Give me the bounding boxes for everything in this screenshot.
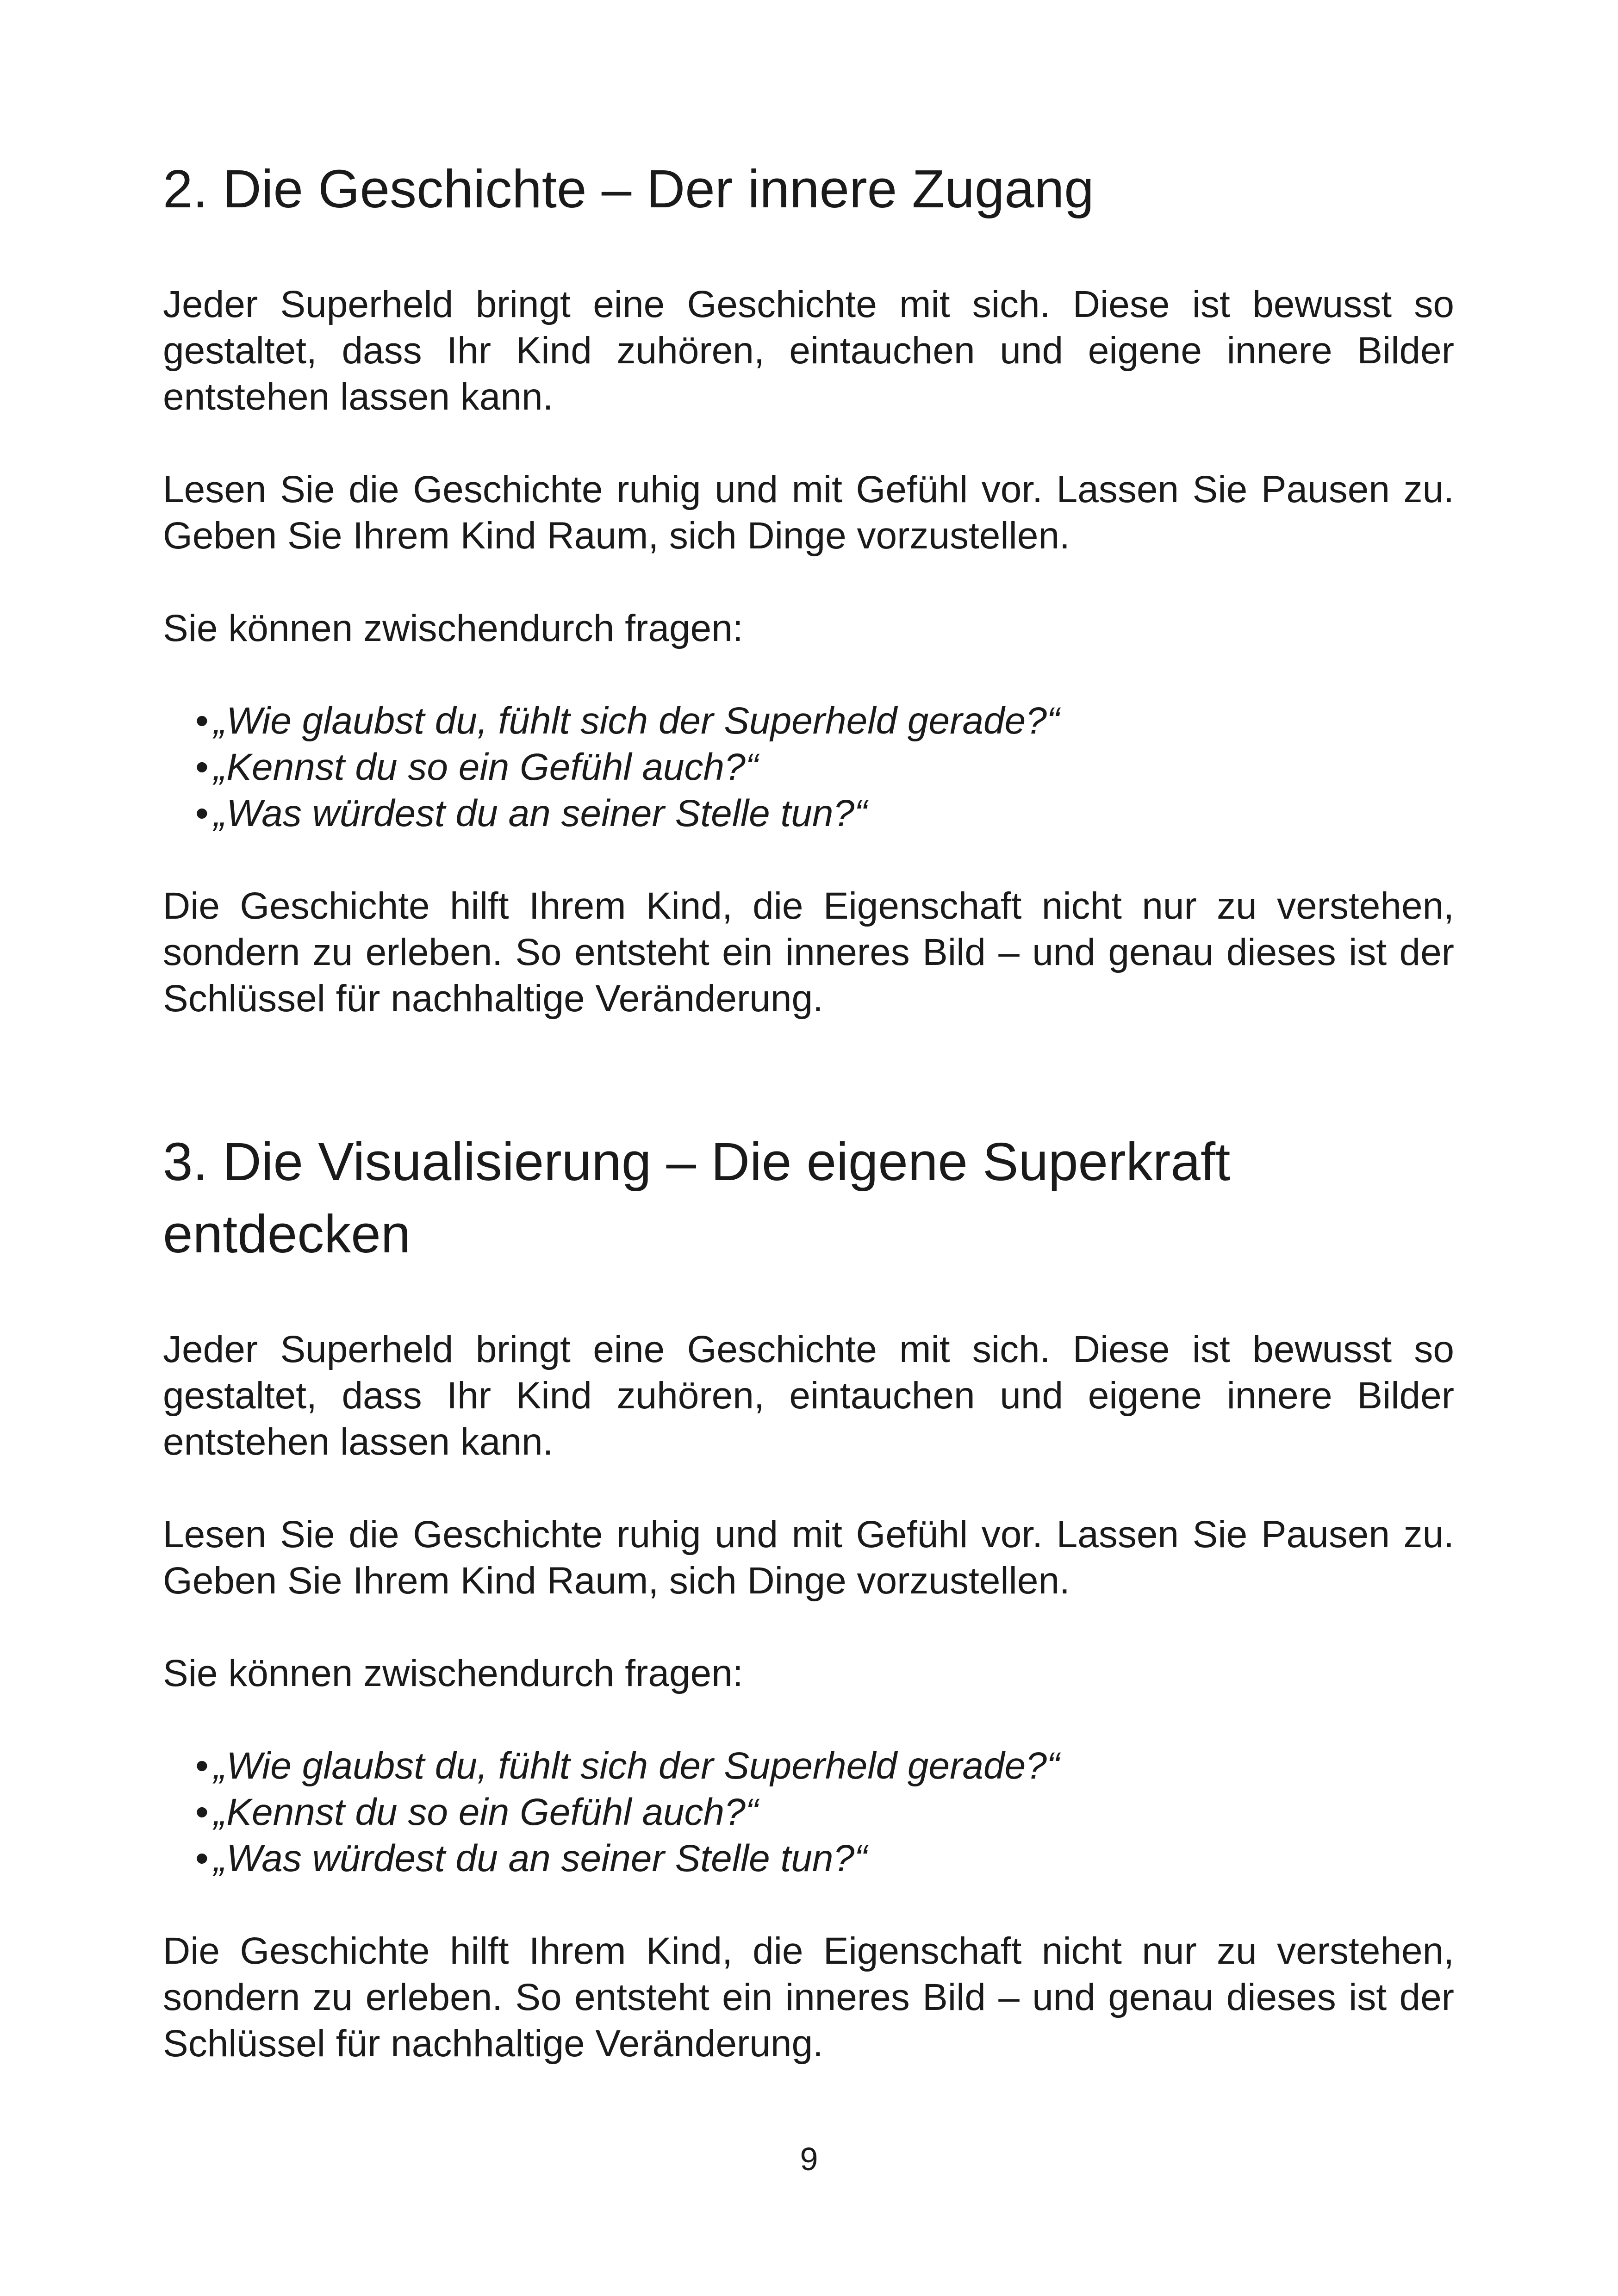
question-item xyxy=(195,744,1454,790)
paragraph: Sie können zwischendurch fragen: xyxy=(163,607,743,649)
paragraph: Lesen Sie die Geschichte ruhig und mit Gefühl vor. Lassen Sie Pausen zu. Geben Sie Ihrem Kind Raum, sich Dinge vorzustellen. xyxy=(163,468,1454,557)
paragraph: Sie können zwischendurch fragen: xyxy=(163,1652,743,1694)
section-heading: 3. Die Visualisierung – Die eigene Superkraft entdecken xyxy=(163,1132,1231,1264)
question-text: „Wie glaubst du, fühlt sich der Superheld gerade?“ xyxy=(214,700,1060,742)
question-item xyxy=(195,698,1454,744)
paragraph: Jeder Superheld bringt eine Geschichte mit sich. Diese ist bewusst so gestaltet, dass Ihr Kind zuhören, eintauchen und eigene innere Bilder entstehen lassen kann. xyxy=(163,283,1454,418)
bullet-icon: • xyxy=(195,792,209,834)
question-text: „Was würdest du an seiner Stelle tun?“ xyxy=(214,792,867,834)
paragraph: Die Geschichte hilft Ihrem Kind, die Eigenschaft nicht nur zu verstehen, sondern zu erleben. So entsteht ein inneres Bild – und genau dieses ist der Schlüssel für nachhaltige Veränderung. xyxy=(163,885,1454,1020)
paragraph: Jeder Superheld bringt eine Geschichte mit sich. Diese ist bewusst so gestaltet, dass Ihr Kind zuhören, eintauchen und eigene innere Bilder entstehen lassen kann. xyxy=(163,1328,1454,1463)
question-item xyxy=(195,1789,1454,1836)
paragraph: Die Geschichte hilft Ihrem Kind, die Eigenschaft nicht nur zu verstehen, sondern zu erleben. So entsteht ein inneres Bild – und genau dieses ist der Schlüssel für nachhaltige Veränderung. xyxy=(163,1930,1454,2065)
page-number: 9 xyxy=(800,2141,818,2177)
bullet-icon: • xyxy=(195,746,209,788)
question-text: „Wie glaubst du, fühlt sich der Superheld gerade?“ xyxy=(214,1745,1060,1787)
bullet-icon: • xyxy=(195,1745,209,1787)
bullet-icon: • xyxy=(195,700,209,742)
paragraph: Lesen Sie die Geschichte ruhig und mit Gefühl vor. Lassen Sie Pausen zu. Geben Sie Ihrem Kind Raum, sich Dinge vorzustellen. xyxy=(163,1513,1454,1602)
section-heading: 2. Die Geschichte – Der innere Zugang xyxy=(163,159,1094,219)
question-list xyxy=(163,1743,1454,1882)
page-content xyxy=(163,153,1454,2067)
bullet-icon: • xyxy=(195,1791,209,1833)
question-item xyxy=(195,1836,1454,1882)
question-text: „Kennst du so ein Gefühl auch?“ xyxy=(214,1791,759,1833)
question-list xyxy=(163,698,1454,837)
question-item xyxy=(195,1743,1454,1789)
question-text: „Was würdest du an seiner Stelle tun?“ xyxy=(214,1837,867,1879)
bullet-icon: • xyxy=(195,1837,209,1879)
question-item xyxy=(195,790,1454,837)
question-text: „Kennst du so ein Gefühl auch?“ xyxy=(214,746,759,788)
